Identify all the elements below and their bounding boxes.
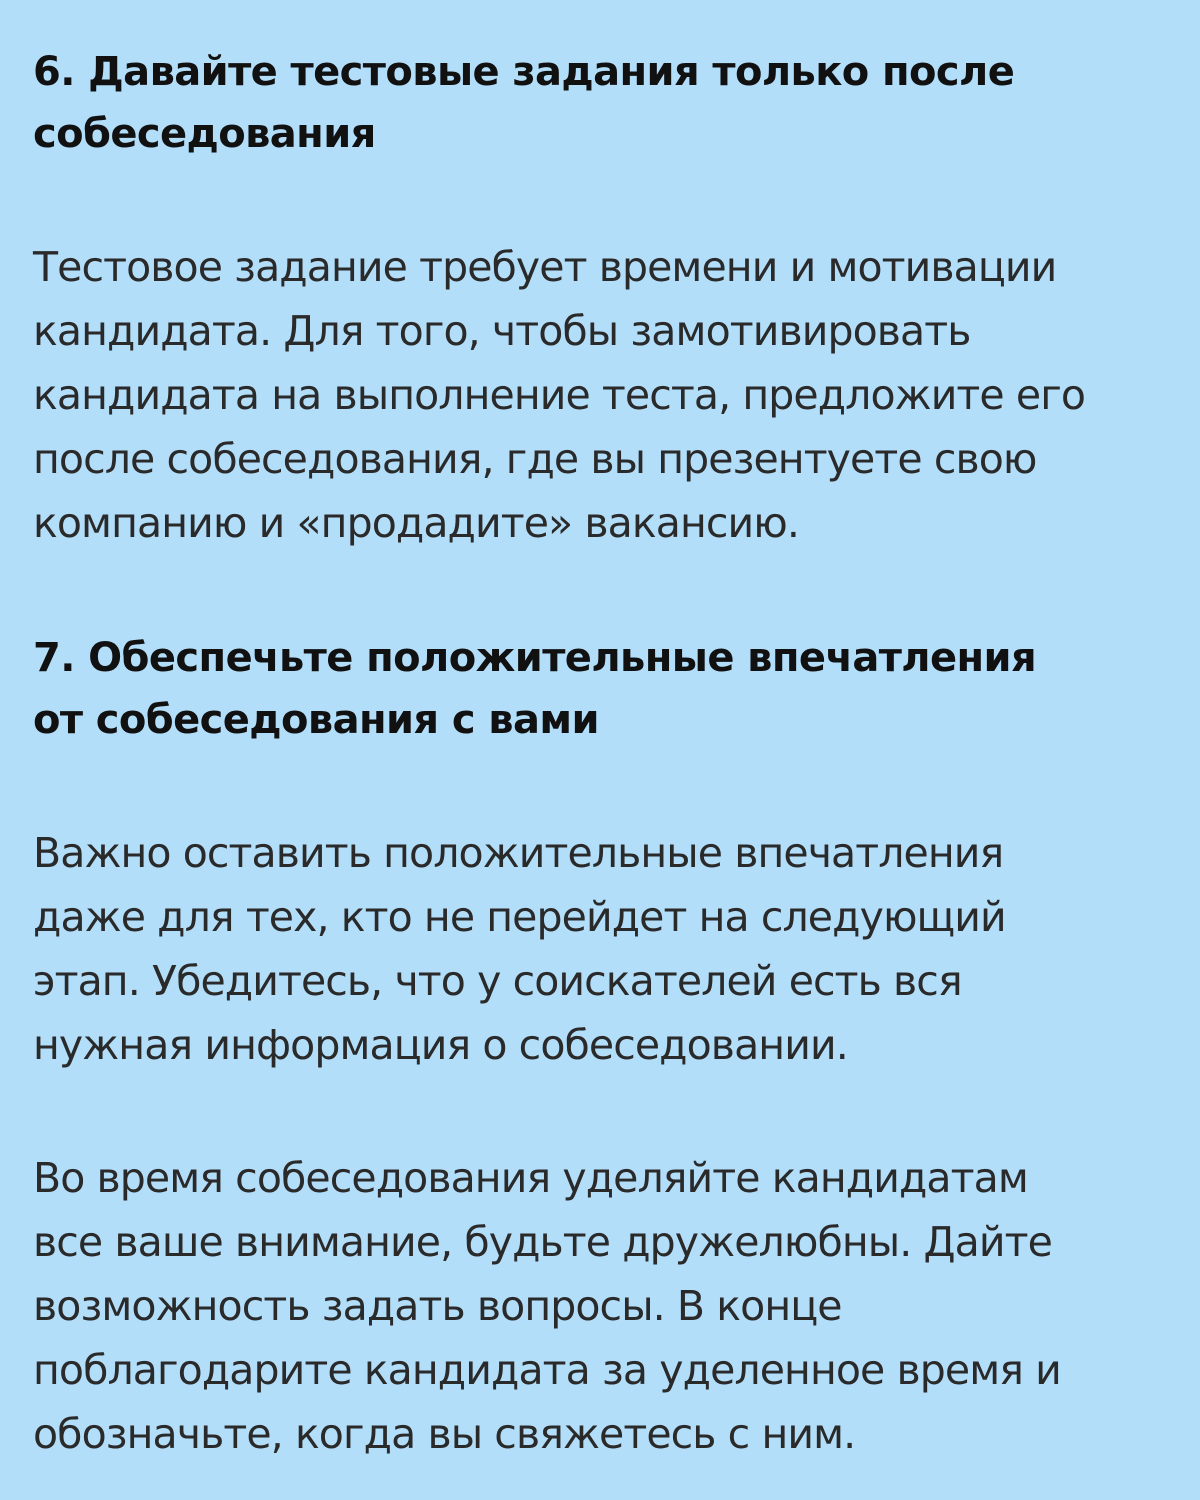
paragraph-line: компанию и «продадите» вакансию. (33, 499, 799, 547)
heading-line: 6. Давайте тестовые задания только после (33, 49, 1015, 95)
paragraph-line: Важно оставить положительные впечатления (33, 829, 1004, 877)
paragraph-line: Тестовое задание требует времени и мотивации (33, 243, 1057, 291)
paragraph-line: этап. Убедитесь, что у соискателей есть вся (33, 957, 962, 1005)
paragraph-line: все ваше внимание, будьте дружелюбны. Дайте (33, 1218, 1052, 1266)
paragraph-line: поблагодарите кандидата за уделенное время и (33, 1346, 1061, 1394)
heading-line: от собеседования с вами (33, 697, 599, 743)
heading-line: 7. Обеспечьте положительные впечатления (33, 635, 1037, 681)
paragraph-line: нужная информация о собеседовании. (33, 1021, 848, 1069)
paragraph-line: даже для тех, кто не перейдет на следующий (33, 893, 1006, 941)
paragraph-line: Во время собеседования уделяйте кандидатам (33, 1154, 1028, 1202)
paragraph-line: кандидата. Для того, чтобы замотивировать (33, 307, 971, 355)
paragraph-line: кандидата на выполнение теста, предложите его (33, 371, 1086, 419)
heading-line: собеседования (33, 111, 376, 157)
paragraph-line: обозначьте, когда вы свяжетесь с ним. (33, 1410, 856, 1458)
paragraph-line: возможность задать вопросы. В конце (33, 1282, 842, 1330)
paragraph-line: после собеседования, где вы презентуете свою (33, 435, 1037, 483)
